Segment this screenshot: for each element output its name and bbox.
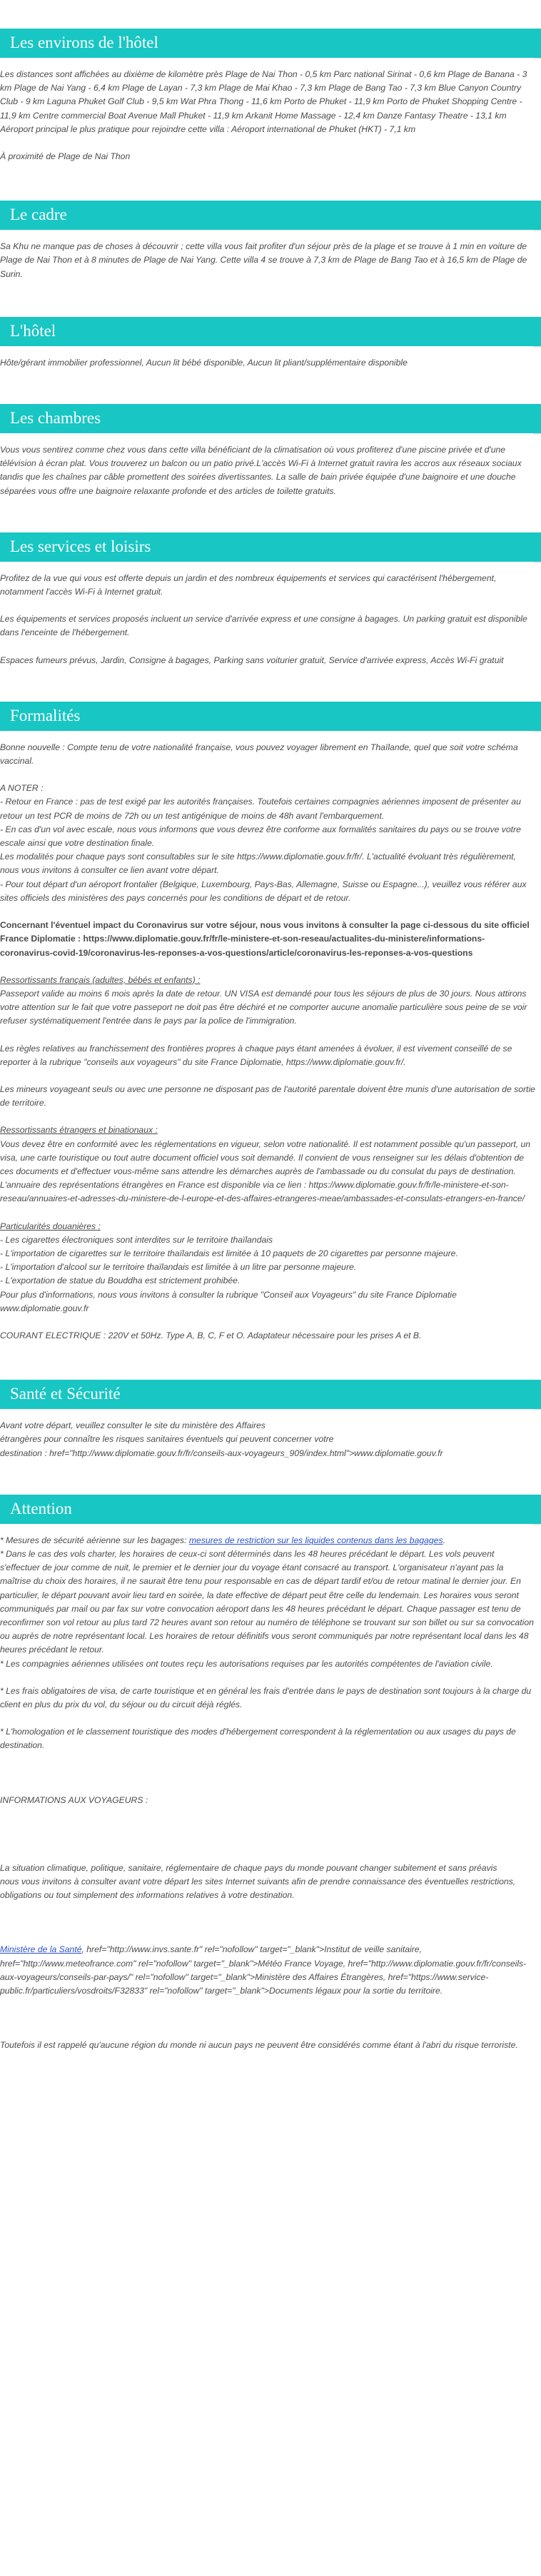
formalites-courant: COURANT ELECTRIQUE : 220V et 50Hz. Type A, B, C, F et O. Adaptateur nécessaire pour les prises A et B. (0, 1330, 422, 1340)
section-title-environs: Les environs de l'hôtel (0, 29, 541, 58)
formalites-fr-body: Passeport valide au moins 6 mois après la date de retour. UN VISA est demandé pour tous les séjours de plus de 30 jours. Nous attirons votre attention sur le fait que votre passeport ne doit pas être déchiré et ne comporter aucune anomalie particulière sous peine de se voir refuser systématiquement l'entrée dans le pays par la police de l'immigration. (0, 988, 527, 1026)
mesures-restriction-link[interactable]: mesures de restriction sur les liquides contenus dans les bagages (188, 1535, 443, 1545)
formalites-etr-title: Ressortissants étrangers et binationaux : (0, 1125, 158, 1136)
section-chambres (0, 404, 541, 498)
attention-terrorisme: Toutefois il est rappelé qu'aucune région du monde ni aucun pays ne peuvent être considérés comme étant à l'abri du risque terroriste. (0, 2040, 518, 2051)
hotel-text: Hôte/gérant immobilier professionnel, Aucun lit bébé disponible, Aucun lit pliant/supplémentaire disponible (0, 357, 408, 368)
section-environs (0, 29, 541, 163)
section-body-cadre (0, 230, 541, 281)
attention-situation-2: nous vous invitons à consulter avant votre départ les sites Internet suivants afin de prendre connaissance des éventuelles restrictions, obligations ou tout simplement des informations relatives à votre destination. (0, 1877, 516, 1901)
formalites-etr-body: Vous devez être en conformité avec les réglementations en vigueur, selon votre nationalité. Il est notamment possible qu'un passeport, un visa, une carte touristique ou tout autre document officiel vous soit demandé. Il convient de vous renseigner sur les délais d'obtention de ces documents et d'effectuer vous-même sans attendre les démarches auprès de l'ambassade ou du consulat du pays de destination. (0, 1138, 531, 1176)
services-liste: Espaces fumeurs prévus, Jardin, Consigne à bagages, Parking sans voiturier gratuit, Service d'arrivée express, Accès Wi-Fi gratuit (0, 655, 504, 665)
formalites-mineurs: Les mineurs voyageant seuls ou avec une personne ne disposant pas de l'autorité parentale doivent être munis d'une autorisation de sortie de territoire. (0, 1084, 535, 1108)
section-body-services (0, 562, 541, 667)
page (0, 29, 541, 2062)
section-body-hotel (0, 346, 541, 370)
sante-line-2: étrangères pour connaître les risques sanitaires éventuels qui peuvent concerner votre (0, 1434, 334, 1445)
attention-mesures-suffix: . (443, 1535, 445, 1545)
cadre-text: Sa Khu ne manque pas de choses à découvrir ; cette villa vous fait profiter d'un séjour près de la plage et se trouve à 1 min en voiture de Plage de Nai Thon et à 8 minutes de Plage de Nai Yang. Cette villa 4 se trouve à 7,3 km de Plage de Bang Tao et à 16,5 km de Plage de Surin. (0, 241, 527, 279)
section-cadre (0, 201, 541, 281)
formalites-fr-title: Ressortissants français (adultes, bébés et enfants) : (0, 974, 201, 985)
attention-infos-title: INFORMATIONS AUX VOYAGEURS : (0, 1794, 148, 1805)
formalites-douane-alcool: - L'importation d'alcool sur le territoire thaïlandais est limitée à un litre par personne majeure. (0, 1262, 357, 1273)
formalites-douane-cigarettes-electroniques: - Les cigarettes électroniques sont interdites sur le territoire thaïlandais (0, 1234, 273, 1245)
ministere-sante-link[interactable]: Ministère de la Santé (0, 1944, 82, 1955)
sante-line-1: Avant votre départ, veuillez consulter le site du ministère des Affaires (0, 1420, 266, 1431)
section-formalites (0, 702, 541, 1343)
attention-liens-suite: , href="http://www.invs.sante.fr" rel="nofollow" target="_blank">Institut de veille sanitaire, href="http://www.meteofrance.com" rel="nofollow" target="_blank">Météo France Voyage, href="http://www.diplomatie.gouv.fr/fr/conseils-aux-voyageurs/conseils-par-pays/" rel="nofollow" target="_blank">Ministère des Affaires Étrangères, href="https://www.service-public.fr/particuliers/vosdroits/F32833" rel="nofollow" target="_blank">Documents légaux pour la sortie du territoire. (0, 1944, 527, 1996)
section-services (0, 532, 541, 667)
section-title-attention: Attention (0, 1495, 541, 1524)
attention-mesures-prefix: * Mesures de sécurité aérienne sur les bagages: (0, 1535, 189, 1545)
section-title-hotel: L'hôtel (0, 317, 541, 346)
attention-compagnies: * Les compagnies aériennes utilisées ont toutes reçu les autorisations requises par les autorités compétentes de l'aviation civile. (0, 1658, 493, 1669)
services-vue: Profitez de la vue qui vous est offerte depuis un jardin et des nombreux équipements et services qui caractérisent l'hébergement, notamment l'accès Wi-Fi à Internet gratuit. (0, 572, 497, 597)
formalites-etr-annuaire: L'annuaire des représentations étrangères en France est disponible via ce lien : https://www.diplomatie.gouv.fr/fr/le-ministere-et-son-reseau/annuaires-et-adresses-du-ministere-de-l-europe-et-des-affaires-etrangeres-meae/ambassades-et-consulats-etrangers-en-france/ (0, 1180, 525, 1204)
attention-situation-1: La situation climatique, politique, sanitaire, réglementaire de chaque pays du monde pouvant changer subitement et sans préavis (0, 1862, 497, 1873)
section-title-chambres: Les chambres (0, 404, 541, 433)
formalites-douane-infos: Pour plus d'informations, nous vous invitons à consulter la rubrique "Conseil aux Voyageurs" du site France Diplomatie www.diplomatie.gouv.fr (0, 1289, 457, 1313)
formalites-note-title: A NOTER : (0, 783, 44, 794)
section-title-cadre: Le cadre (0, 201, 541, 230)
formalites-douane-cigarettes: - L'importation de cigarettes sur le territoire thaïlandais est limitée à 10 paquets de 20 cigarettes par personne majeure. (0, 1248, 458, 1258)
sante-line-3: destination : href="http://www.diplomatie.gouv.fr/fr/conseils-aux-voyageurs_909/index.html">www.diplomatie.gouv.fr (0, 1448, 443, 1458)
formalites-note-modalites: Les modalités pour chaque pays sont consultables sur le site https://www.diplomatie.gouv.fr/fr/. L'actualité évoluant très régulièrement, nous vous invitons à consulter ce lien avant votre départ. (0, 852, 516, 876)
formalites-intro: Bonne nouvelle : Compte tenu de votre nationalité française, vous pouvez voyager librement en Thaïlande, quel que soit votre schéma vaccinal. (0, 742, 518, 767)
formalites-douane-title: Particularités douanières : (0, 1221, 101, 1231)
formalites-regles: Les règles relatives au franchissement des frontières propres à chaque pays étant amenées à évoluer, il est vivement conseillé de se reporter à la rubrique "conseils aux voyageurs" du site France Diplomatie, https://www.diplomatie.gouv.fr/. (0, 1043, 512, 1067)
section-title-formalites: Formalités (0, 702, 541, 731)
section-body-sante (0, 1409, 541, 1460)
attention-liens (0, 1943, 535, 1998)
section-body-chambres (0, 433, 541, 498)
section-hotel (0, 317, 541, 370)
section-body-environs (0, 58, 541, 163)
section-body-attention (0, 1524, 541, 2053)
formalites-note-escale: - En cas d'un vol avec escale, nous vous informons que vous devrez être conforme aux formalités sanitaires du pays ou se trouve votre escale ainsi que votre destination finale. (0, 824, 521, 849)
services-equipements: Les équipements et services proposés incluent un service d'arrivée express et une consigne à bagages. Un parking gratuit est disponible dans l'enceinte de l'hébergement. (0, 614, 527, 638)
section-attention (0, 1495, 541, 2053)
formalites-note-frontalier: - Pour tout départ d'un aéroport frontalier (Belgique, Luxembourg, Pays-Bas, Allemagne, Suisse ou Espagne...), veuillez vous référer aux sites officiels des ministères des pays concernés pour les conditions de départ et de retour. (0, 879, 527, 903)
attention-homologation: * L'homologation et le classement touristique des modes d'hébergement correspondent à la réglementation ou aux usages du pays de destination. (0, 1727, 516, 1751)
environs-distances: Les distances sont affichées au dixième de kilomètre près Plage de Nai Thon - 0,5 km Parc national Sirinat - 0,6 km Plage de Banana - 3 km Plage de Nai Yang - 6,4 km Plage de Layan - 7,3 km Plage de Mai Khao - 7,3 km Plage de Bang Tao - 7,3 km Blue Canyon Country Club - 9 km Laguna Phuket Golf Club - 9,5 km Wat Phra Thong - 11,6 km Porto de Phuket - 11,9 km Porto de Phuket Shopping Centre - 11,9 km Centre commercial Boat Avenue Mall Phuket - 11,9 km Arkanit Home Massage - 12,4 km Danze Fantasy Theatre - 13,1 km Aéroport principal le plus pratique pour rejoindre cette villa : Aéroport international de Phuket (HKT) - 7,1 km (0, 69, 527, 134)
section-sante (0, 1380, 541, 1460)
environs-proximite: À proximité de Plage de Nai Thon (0, 151, 131, 162)
attention-horaires: * Dans le cas des vols charter, les horaires de ceux-ci sont déterminés dans les 48 heures précédant le départ. Les vols peuvent s'effectuer de jour comme de nuit, le premier et le dernier jour du voyage étant consacré au transport. L'organisateur n'ayant pas la maîtrise du choix des horaires, il ne saurait être tenu pour responsable en cas de départ tardif et/ou de retour matinal le dernier jour. En particulier, le départ pouvant avoir lieu tard en soirée, la date effective de départ peut être celle du lendemain. Les horaires vous seront communiqués par mail ou par fax sur votre convocation aéroport dans les 48 heures précédant le départ. Chaque passager est tenu de reconfirmer son vol retour au plus tard 72 heures avant son retour au numéro de téléphone se trouvant sur son billet ou sur sa convocation ou auprès de notre représentant local. Les horaires de retour définitifs vous seront communiqués par notre représentant local dans les 48 heures précédant le retour. (0, 1548, 534, 1655)
chambres-text: Vous vous sentirez comme chez vous dans cette villa bénéficiant de la climatisation où vous profiterez d'une piscine privée et d'une télévision à écran plat. Vous trouverez un balcon ou un patio privé.L'accès Wi-Fi à Internet gratuit ravira les accros aux réseaux sociaux tandis que les chaînes par câble promettent des soirées divertissantes. La salle de bain privée équipée d'une baignoire et une douche séparées vous offre une baignoire relaxante profonde et des articles de toilette gratuits. (0, 445, 522, 496)
formalites-douane-bouddha: - L'exportation de statue du Bouddha est strictement prohibée. (0, 1276, 241, 1286)
formalites-note-retour: - Retour en France : pas de test exigé par les autorités françaises. Toutefois certaines compagnies aériennes imposent de présenter au retour un test PCR de moins de 72h ou un test antigénique de moins de 48h avant l'embarquement. (0, 797, 521, 821)
section-body-formalites (0, 731, 541, 1343)
attention-mesures (0, 1534, 535, 1547)
section-title-sante: Santé et Sécurité (0, 1380, 541, 1409)
formalites-covid: Concernant l'éventuel impact du Coronavirus sur votre séjour, nous vous invitons à consulter la page ci-dessous du site officiel France Diplomatie : https://www.diplomatie.gouv.fr/fr/le-ministere-et-son-reseau/actualites-du-ministere/informations-coronavirus-covid-19/coronavirus-les-reponses-a-vos-questions/article/coronavirus-les-reponses-a-vos-questions (0, 920, 530, 958)
attention-frais: * Les frais obligatoires de visa, de carte touristique et en général les frais d'entrée dans le pays de destination sont toujours à la charge du client en plus du prix du vol, du séjour ou du circuit déjà réglés. (0, 1685, 532, 1710)
section-title-services: Les services et loisirs (0, 532, 541, 562)
